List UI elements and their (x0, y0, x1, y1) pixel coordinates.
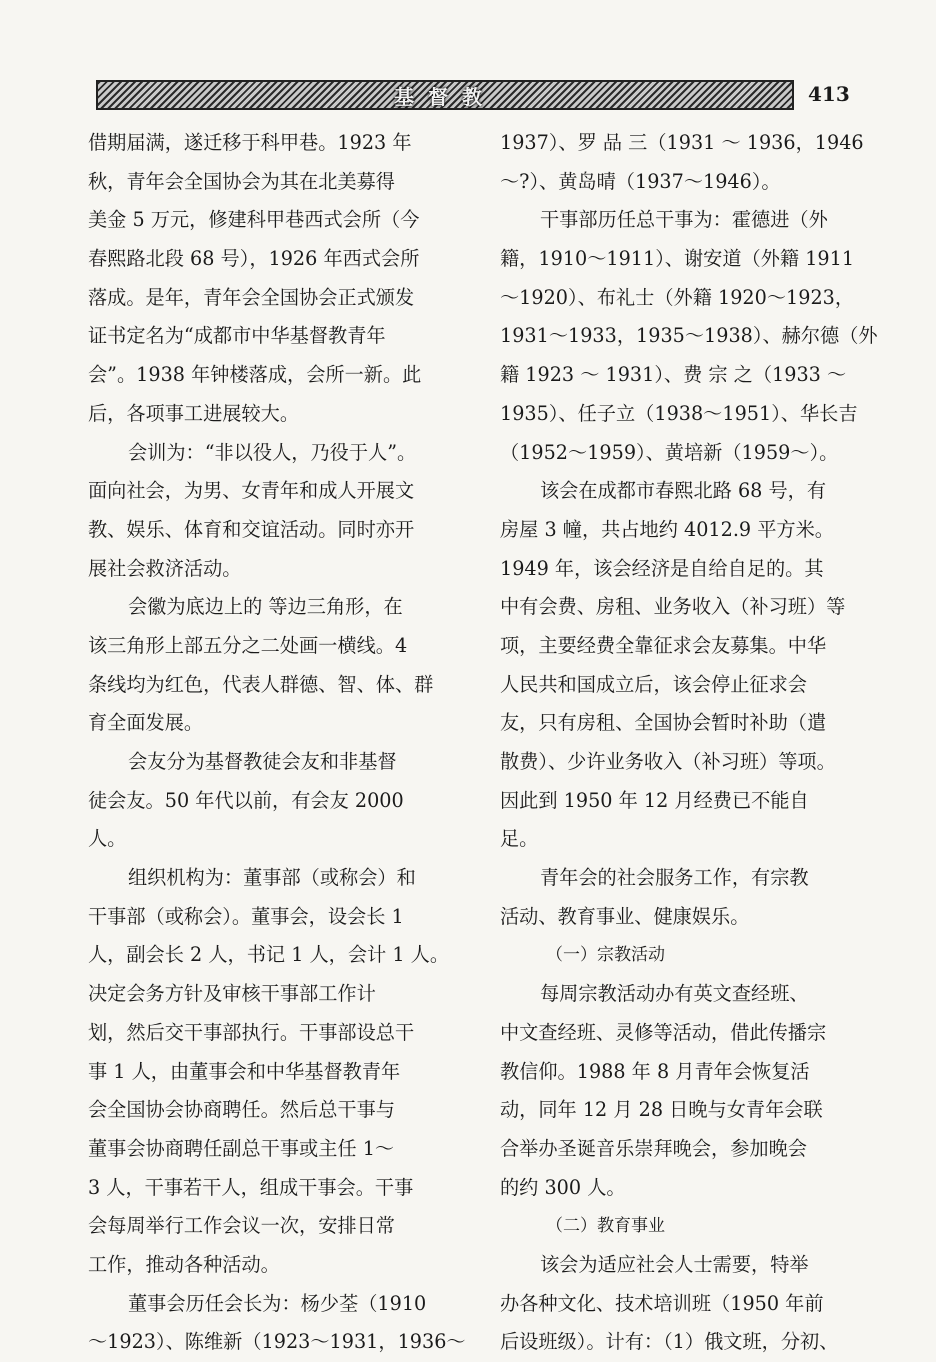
text-line: 籍，1910～1911）、谢安道（外籍 1911 (500, 247, 855, 271)
text-line: 该三角形上部五分之二处画一横线。4 (88, 633, 408, 657)
text-line: ～?）、黄岛晴（1937～1946）。 (500, 169, 781, 193)
text-line: 因此到 1950 年 12 月经费已不能自 (500, 788, 809, 812)
text-line: 人民共和国成立后，该会停止征求会 (500, 672, 807, 696)
text-line: 中有会费、房租、业务收入（补习班）等 (500, 595, 846, 619)
text-line: 1949 年，该会经济是自给自足的。其 (500, 556, 824, 580)
text-line: 青年会的社会服务工作，有宗教 (540, 866, 809, 890)
text-line: 人。 (88, 827, 127, 851)
text-line: 面向社会，为男、女青年和成人开展文 (88, 479, 415, 503)
section-heading: （二）教育事业 (546, 1216, 665, 1237)
text-line: 后，各项事工进展较大。 (88, 401, 300, 425)
text-line: 房屋 3 幢，共占地约 4012.9 平方米。 (500, 517, 834, 541)
text-line: 1935）、任子立（1938～1951）、华长吉 (500, 401, 858, 425)
text-line: 教、娱乐、体育和交谊活动。同时亦开 (88, 517, 415, 541)
text-line: 事 1 人，由董事会和中华基督教青年 (88, 1059, 401, 1083)
text-line: 项，主要经费全靠征求会友募集。中华 (500, 633, 827, 657)
text-line: 1931～1933，1935～1938）、赫尔德（外 (500, 324, 878, 348)
text-line: 落成。是年，青年会全国协会正式颁发 (88, 285, 415, 309)
text-line: 工作，推动各种活动。 (88, 1252, 280, 1276)
text-line: 会”。1938 年钟楼落成，会所一新。此 (88, 363, 422, 387)
text-line: 办各种文化、技术培训班（1950 年前 (500, 1291, 824, 1315)
text-line: 董事会历任会长为：杨少荃（1910 (128, 1291, 427, 1315)
text-line: 友，只有房租、全国协会暂时补助（遣 (500, 711, 827, 735)
text-line: 会训为：“非以役人，乃役于人”。 (128, 440, 417, 464)
page-number: 413 (808, 82, 850, 106)
text-line: 划，然后交干事部执行。干事部设总干 (88, 1020, 415, 1044)
text-line: 每周宗教活动办有英文查经班、 (540, 982, 809, 1006)
text-line: ～1923）、陈维新（1923～1931，1936～ (88, 1330, 466, 1354)
running-header-bar (96, 80, 794, 110)
running-header-title: 基督教 (394, 84, 496, 109)
text-line: 会每周举行工作会议一次，安排日常 (88, 1214, 395, 1238)
text-line: 的约 300 人。 (500, 1175, 626, 1199)
text-line: 3 人，干事若干人，组成干事会。干事 (88, 1175, 414, 1199)
text-line: 1937）、罗 品 三（1931 ～ 1936，1946 (500, 131, 864, 154)
left-text-column (88, 124, 468, 1362)
text-line: 干事部历任总干事为：霍德进（外 (540, 208, 828, 232)
text-line: 动，同年 12 月 28 日晚与女青年会联 (500, 1098, 823, 1122)
text-line: 条线均为红色，代表人群德、智、体、群 (88, 672, 434, 696)
text-line: 育全面发展。 (88, 711, 204, 735)
text-line: 展社会救济活动。 (88, 556, 242, 580)
text-line: 董事会协商聘任副总干事或主任 1～ (88, 1136, 395, 1160)
text-line: 徒会友。50 年代以前，有会友 2000 (88, 788, 404, 812)
text-line: 中文查经班、灵修等活动，借此传播宗 (500, 1020, 827, 1044)
text-line: 人，副会长 2 人，书记 1 人，会计 1 人。 (88, 943, 450, 967)
text-line: （1952～1959）、黄培新（1959～）。 (500, 440, 839, 464)
text-line: 组织机构为：董事部（或称会）和 (128, 866, 416, 890)
text-line: 美金 5 万元，修建科甲巷西式会所（今 (88, 208, 420, 232)
text-line: 春熙路北段 68 号），1926 年西式会所 (88, 247, 420, 271)
text-line: 决定会务方针及审核干事部工作计 (88, 982, 376, 1006)
text-line: 活动、教育事业、健康娱乐。 (500, 904, 750, 928)
text-line: 会徽为底边上的 等边三角形，在 (128, 595, 403, 619)
text-line: 合举办圣诞音乐崇拜晚会，参加晚会 (500, 1136, 807, 1160)
text-line: ～1920）、布礼士（外籍 1920～1923， (500, 285, 855, 309)
text-line: 后设班级）。计有：（1）俄文班，分初、 (500, 1330, 839, 1354)
text-line: 籍 1923 ～ 1931）、费 宗 之（1933 ～ (500, 363, 847, 387)
text-line: 干事部（或称会）。董事会，设会长 1 (88, 904, 404, 928)
text-line: 证书定名为“成都市中华基督教青年 (88, 324, 386, 348)
text-line: 秋，青年会全国协会为其在北美募得 (88, 169, 395, 193)
text-line: 该会在成都市春熙北路 68 号，有 (540, 479, 827, 503)
text-line: 借期届满，遂迁移于科甲巷。1923 年 (88, 131, 412, 154)
text-line: 会全国协会协商聘任。然后总干事与 (88, 1098, 395, 1122)
text-line: 足。 (500, 827, 539, 851)
text-line: 教信仰。1988 年 8 月青年会恢复活 (500, 1059, 810, 1083)
text-line: 散费）、少许业务收入（补习班）等项。 (500, 750, 836, 773)
text-line: 会友分为基督教徒会友和非基督 (128, 750, 397, 773)
section-heading: （一）宗教活动 (546, 945, 665, 966)
right-text-column (500, 124, 878, 1362)
text-line: 该会为适应社会人士需要，特举 (540, 1252, 809, 1276)
